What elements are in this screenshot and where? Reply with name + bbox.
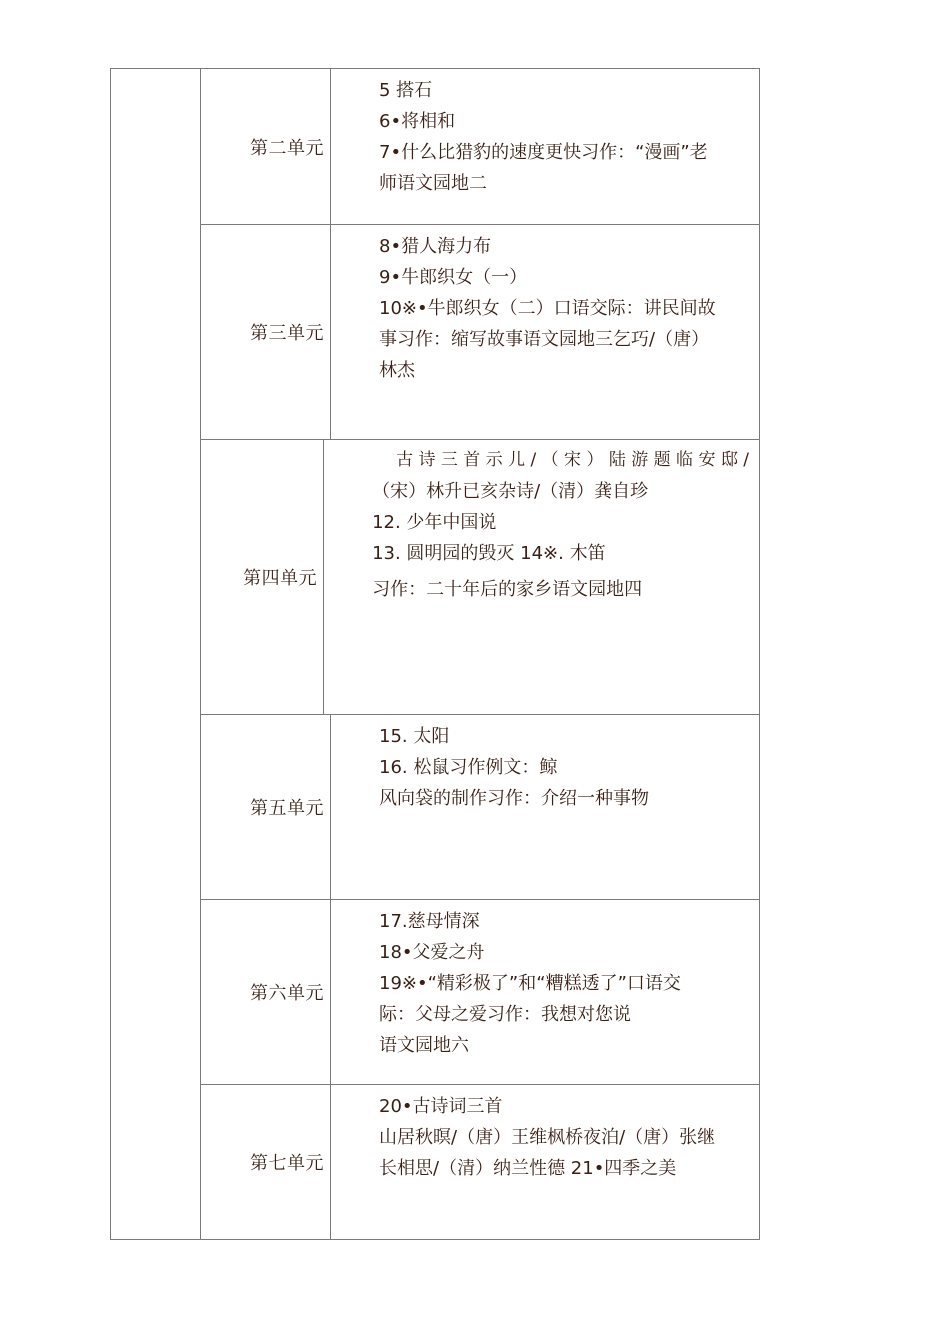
lesson-line: 10※•牛郎织女（二）口语交际：讲民间故: [379, 298, 716, 319]
lesson-line: 12. 少年中国说: [372, 512, 497, 533]
lesson-line: 长相思/（清）纳兰性德 21•四季之美: [379, 1158, 677, 1179]
unit-label: 第六单元: [200, 900, 331, 1084]
table-row-unit-2: [200, 68, 760, 224]
unit-content: [331, 1085, 760, 1239]
table-row-unit-7: [200, 1084, 760, 1240]
lesson-line: 山居秋暝/（唐）王维枫桥夜泊/（唐）张继: [379, 1127, 716, 1148]
table-row-unit-5: [200, 714, 760, 899]
lesson-line: 8•猎人海力布: [379, 236, 492, 257]
lesson-line: 事习作：缩写故事语文园地三乞巧/（唐）: [379, 329, 710, 350]
lesson-line: 语文园地六: [379, 1035, 469, 1056]
unit-label: 第三单元: [200, 225, 331, 439]
unit-label: 第五单元: [200, 715, 331, 899]
lesson-line: 7•什么比猎豹的速度更快习作：“漫画”老: [379, 142, 708, 163]
curriculum-table: [200, 68, 760, 1240]
lesson-line: 师语文园地二: [379, 173, 487, 194]
lesson-line: 19※•“精彩极了”和“糟糕透了”口语交: [379, 973, 681, 994]
unit-content: [331, 225, 760, 439]
lesson-line: 17.慈母情深: [379, 911, 480, 932]
unit-content: [331, 900, 760, 1084]
lesson-line: 18•父爱之舟: [379, 942, 485, 963]
lesson-line: 20•古诗词三首: [379, 1096, 503, 1117]
unit-label: 第七单元: [200, 1085, 331, 1239]
unit-label: 第四单元: [200, 440, 324, 714]
lesson-line: 林杰: [379, 360, 415, 381]
unit-content: [331, 715, 760, 899]
left-blank-column: [110, 68, 201, 1240]
lesson-line: 13. 圆明园的毁灭 14※. 木笛: [372, 543, 606, 564]
unit-label: 第二单元: [200, 69, 331, 224]
lesson-line: 5 搭石: [379, 80, 433, 101]
unit-content: [331, 69, 760, 224]
lesson-line: 9•牛郎织女（一）: [379, 267, 528, 288]
lesson-line: 6•将相和: [379, 111, 456, 132]
lesson-line: 16. 松鼠习作例文：鲸: [379, 757, 558, 778]
lesson-line: 习作：二十年后的家乡语文园地四: [372, 579, 643, 600]
lesson-line: 风向袋的制作习作：介绍一种事物: [379, 788, 649, 809]
lesson-line: 15. 太阳: [379, 726, 450, 747]
lesson-line: 际：父母之爱习作：我想对您说: [379, 1004, 631, 1025]
lesson-line: 古 诗 三 首 示 儿 / （ 宋 ） 陆 游 题 临 安 邸 /: [396, 450, 749, 470]
lesson-line: （宋）林升已亥杂诗/（清）龚自珍: [372, 481, 649, 502]
table-row-unit-3: [200, 224, 760, 439]
table-row-unit-6: [200, 899, 760, 1084]
table-row-unit-4: [200, 439, 760, 714]
unit-content: [324, 440, 760, 714]
